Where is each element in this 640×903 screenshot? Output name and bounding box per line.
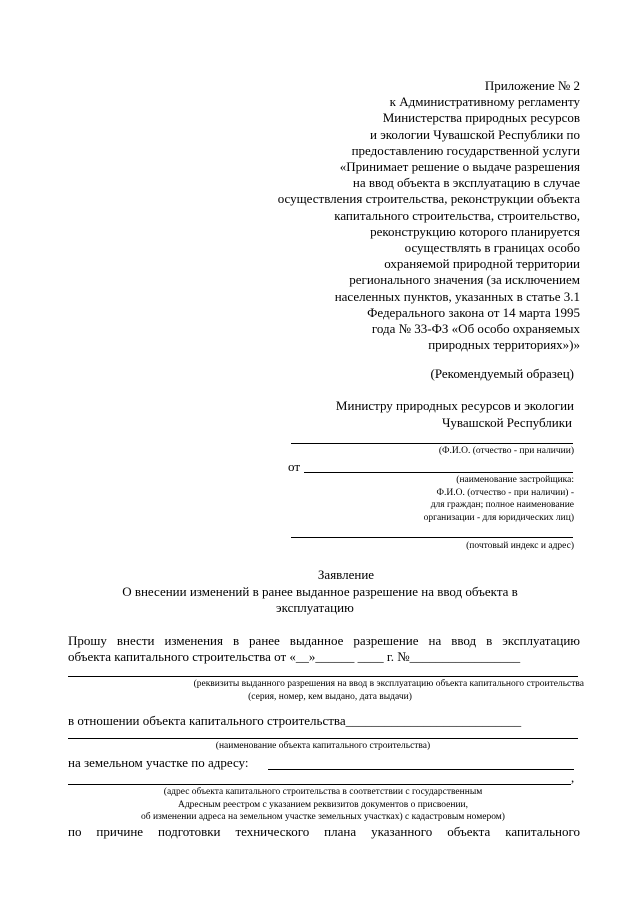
appendix-line: населенных пунктов, указанных в статье 3.1	[334, 288, 580, 304]
developer-field-line[interactable]	[304, 472, 573, 473]
developer-caption-line: для граждан; полное наименование	[430, 500, 574, 510]
land-address-line[interactable]	[268, 769, 574, 770]
appendix-line: «Принимает решение о выдаче разрешения	[339, 159, 580, 175]
statement-title	[60, 567, 580, 617]
address-caption	[68, 786, 578, 824]
request-line-2: объекта капитального строительства от «__»______ ____ г. №_________________	[68, 649, 521, 664]
appendix-line: к Административному регламенту	[389, 94, 580, 110]
appendix-line: Приложение № 2	[484, 78, 580, 93]
address-caption-line: (адрес объекта капитального строительства в соответствии с государственным	[163, 787, 483, 797]
appendix-line: на ввод объекта в эксплуатацию в случае	[352, 175, 580, 191]
appendix-line: Министерства природных ресурсов	[382, 110, 580, 126]
addressee-line-1: Министру природных ресурсов и экологии	[335, 398, 574, 413]
addressee-line-2: Чувашской Республики	[441, 414, 572, 430]
reason-line: по причине подготовки технического плана указанного объекта капитального	[68, 824, 580, 839]
appendix-line: охраняемой природной территории	[384, 256, 580, 272]
developer-caption-line: организации - для юридических лиц)	[423, 512, 574, 523]
address-caption-line: об изменении адреса на земельном участке земельных участках) с кадастровым номером)	[141, 812, 505, 822]
developer-caption-line: (наименование застройщика:	[456, 475, 574, 485]
permit-caption	[68, 678, 598, 703]
permit-caption-line: (серия, номер, кем выдано, дата выдачи)	[248, 691, 412, 702]
appendix-line: регионального значения (за исключением	[349, 272, 580, 288]
land-label: на земельном участке по адресу:	[68, 755, 249, 770]
developer-caption	[424, 474, 574, 524]
recommended-sample-note: (Рекомендуемый образец)	[430, 366, 574, 381]
appendix-line: осуществлять в границах особо	[404, 240, 580, 256]
land-address-line-2[interactable]	[68, 784, 571, 785]
object-line: в отношении объекта капитального строительства___________________________	[68, 713, 522, 728]
title-line-1: Заявление	[317, 567, 375, 582]
from-label: от	[288, 459, 301, 474]
appendix-line: года № 33-ФЗ «Об особо охраняемых	[371, 321, 580, 337]
fio-field-line[interactable]	[291, 443, 573, 444]
appendix-header	[278, 78, 580, 353]
addressee-block	[336, 398, 574, 431]
request-line-1: Прошу внести изменения в ранее выданное разрешение на ввод в эксплуатацию	[68, 633, 580, 648]
appendix-line: капитального строительства, строительство,	[334, 207, 580, 223]
appendix-line: предоставлению государственной услуги	[351, 142, 580, 158]
developer-caption-line: Ф.И.О. (отчество - при наличии) -	[436, 487, 574, 498]
permit-requisites-line[interactable]	[68, 676, 578, 677]
postal-caption: (почтовый индекс и адрес)	[466, 541, 574, 551]
fio-caption: (Ф.И.О. (отчество - при наличии)	[438, 446, 574, 456]
postal-field-line[interactable]	[291, 537, 573, 538]
appendix-line: природных территориях»)»	[428, 337, 580, 353]
appendix-line: реконструкцию которого планируется	[370, 223, 580, 239]
permit-caption-line: (реквизиты выданного разрешения на ввод в эксплуатацию объекта капитального строительства	[193, 679, 584, 689]
appendix-line: Федерального закона от 14 марта 1995	[367, 304, 580, 320]
appendix-line: и экологии Чувашской Республики по	[369, 126, 580, 142]
address-caption-line: Адресным реестром с указанием реквизитов документов о присвоении,	[177, 799, 468, 810]
object-caption: (наименование объекта капитального строительства)	[215, 741, 431, 751]
title-line-2: О внесении изменений в ранее выданное разрешение на ввод объекта в	[122, 583, 518, 599]
comma-mark: ,	[571, 770, 575, 785]
title-line-3: эксплуатацию	[276, 600, 354, 615]
appendix-line: осуществления строительства, реконструкции объекта	[277, 191, 580, 207]
object-name-line[interactable]	[68, 738, 578, 739]
